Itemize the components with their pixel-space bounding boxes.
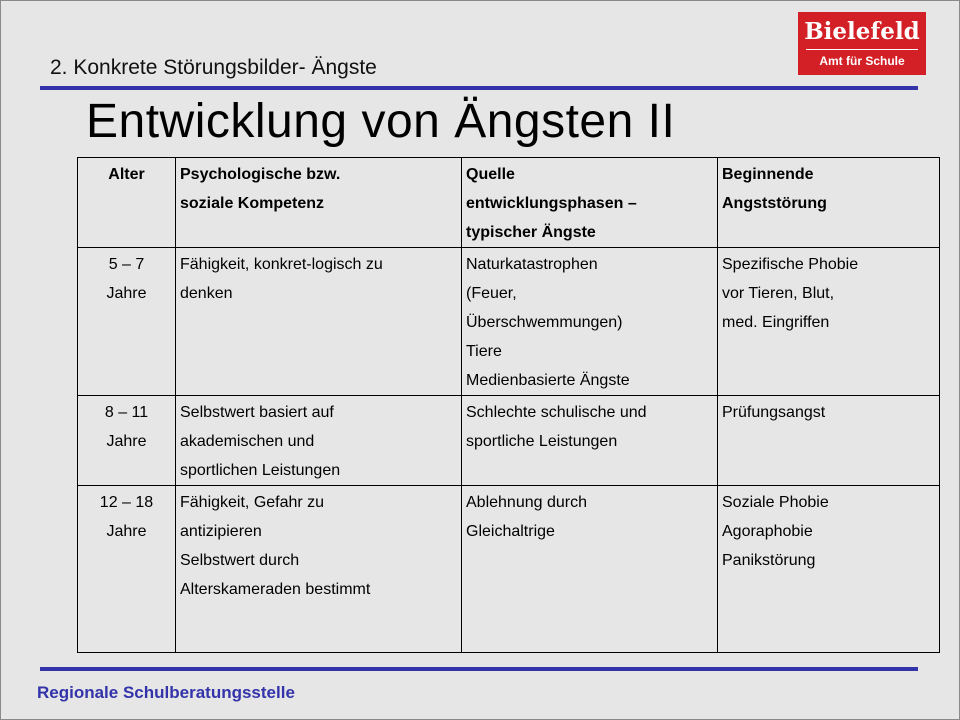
cell-line: Schlechte schulische und (466, 404, 647, 421)
cell-line: Beginnende (722, 166, 814, 183)
cell-line: Prüfungsangst (722, 404, 826, 421)
cell-line: Panikstörung (722, 552, 816, 569)
bottom-divider (40, 667, 918, 671)
page-title: Entwicklung von Ängsten II (86, 95, 676, 148)
cell-line: Agoraphobie (722, 523, 813, 540)
table-cell (462, 396, 718, 486)
cell-line: antizipieren (180, 523, 262, 540)
cell-line: Soziale Phobie (722, 494, 829, 511)
cell-line: Quelle (466, 166, 515, 183)
cell-line: denken (180, 285, 233, 302)
cell-line: Ablehnung durch (466, 494, 587, 511)
cell-line: entwicklungsphasen – (466, 195, 637, 212)
cell-line: Alter (108, 166, 145, 183)
table-row (78, 248, 940, 396)
table-cell (462, 248, 718, 396)
footer-text: Regionale Schulberatungsstelle (37, 683, 295, 702)
cell-line: Tiere (466, 343, 502, 360)
cell-line: 8 – 11 (104, 404, 149, 421)
cell-line: Selbstwert durch (180, 552, 300, 569)
cell-line: Angststörung (722, 195, 827, 212)
table-cell (176, 248, 462, 396)
table-cell (176, 486, 462, 653)
table-cell (78, 248, 176, 396)
cell-line: Medienbasierte Ängste (466, 372, 630, 389)
cell-line: akademischen und (180, 433, 315, 450)
cell-line: Selbstwert basiert auf (180, 404, 334, 421)
logo-divider (806, 49, 918, 50)
cell-line: (Feuer, (466, 285, 517, 302)
section-subtitle: 2. Konkrete Störungsbilder- Ängste (50, 56, 377, 79)
table-cell (462, 486, 718, 653)
logo-subtitle: Amt für Schule (819, 54, 905, 68)
bielefeld-logo (798, 12, 926, 75)
table-cell (78, 396, 176, 486)
cell-line: Spezifische Phobie (722, 256, 859, 273)
table-row (78, 486, 940, 653)
cell-line: 5 – 7 (108, 256, 145, 273)
header-cell (176, 158, 462, 248)
cell-line: 12 – 18 (99, 494, 154, 511)
cell-line: sportliche Leistungen (466, 433, 618, 450)
cell-line: Naturkatastrophen (466, 256, 598, 273)
logo-name: Bielefeld (804, 18, 920, 45)
table-cell (718, 248, 940, 396)
cell-line: med. Eingriffen (722, 314, 830, 331)
header-cell (462, 158, 718, 248)
cell-line: Psychologische bzw. (180, 166, 341, 183)
cell-line: Jahre (106, 433, 147, 450)
table-row (78, 396, 940, 486)
cell-line: Jahre (106, 285, 147, 302)
cell-line: Überschwemmungen) (466, 314, 623, 331)
cell-line: Gleichaltrige (466, 523, 555, 540)
cell-line: Alterskameraden bestimmt (180, 581, 371, 598)
cell-line: vor Tieren, Blut, (722, 285, 835, 302)
cell-line: typischer Ängste (466, 224, 596, 241)
cell-line: sportlichen Leistungen (180, 462, 341, 479)
table-cell (718, 486, 940, 653)
cell-line: Jahre (106, 523, 147, 540)
top-divider (40, 86, 918, 90)
table-header-row (78, 158, 940, 248)
header-cell (718, 158, 940, 248)
cell-line: soziale Kompetenz (180, 195, 325, 212)
table-cell (718, 396, 940, 486)
anxiety-development-table (77, 157, 940, 653)
table-cell (176, 396, 462, 486)
table-cell (78, 486, 176, 653)
cell-line: Fähigkeit, konkret-logisch zu (180, 256, 383, 273)
cell-line: Fähigkeit, Gefahr zu (180, 494, 325, 511)
header-cell (78, 158, 176, 248)
